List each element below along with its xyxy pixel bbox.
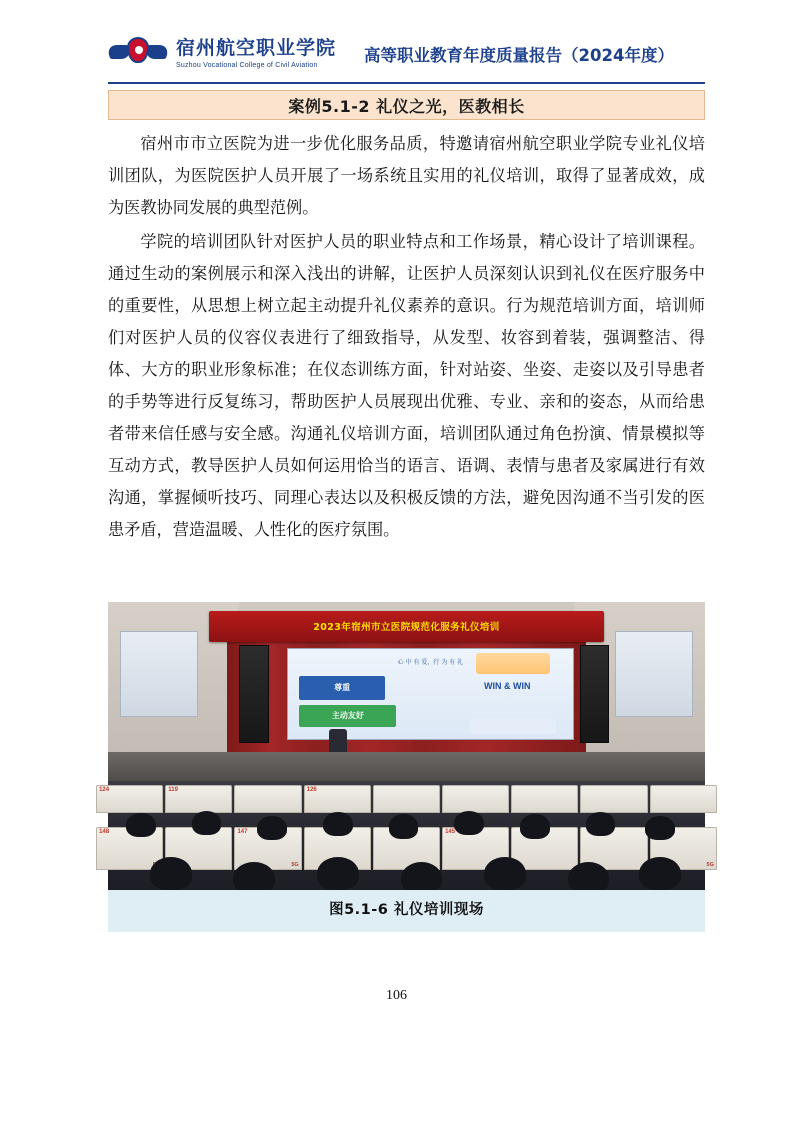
screen-win-label: WIN & WIN [483,681,531,692]
audience-head [126,813,156,837]
audience-head [645,816,675,840]
seat [511,785,578,813]
college-logo [108,33,336,75]
audience-head [639,857,681,890]
screen-top-line: 心 中 有 爱，行 为 有 礼 [397,659,464,667]
screen-illustration [476,653,550,675]
seat [96,785,163,813]
seat-tag: 5G [291,862,299,869]
figure-block [99,602,714,890]
body-content [108,128,705,548]
case-title: 案例5.1-2 礼仪之光，医教相长 [288,96,525,116]
photo-audience-area [99,781,714,890]
audience-head [389,814,419,838]
training-photo [99,602,714,890]
seat [580,785,647,813]
audience-head [586,812,616,836]
seat-number: 145 [445,828,456,835]
paragraph-1: 宿州市市立医院为进一步优化服务品质，特邀请宿州航空职业学院专业礼仪培训团队，为医院医护人员开展了一场系统且实用的礼仪培训，取得了显著成效，成为医教协同发展的典型范例。 [108,134,705,217]
wings-emblem-icon [108,33,168,75]
seat [650,785,717,813]
photo-speaker-left [239,645,269,743]
photo-right-wall-panel [615,631,693,717]
header-divider [108,82,705,84]
audience-head [520,814,550,838]
seat [442,785,509,813]
audience-head [454,811,484,835]
seat-number: 147 [237,828,248,835]
paragraph-2: 学院的培训团队针对医护人员的职业特点和工作场景，精心设计了培训课程。通过生动的案例展示和深入浅出的讲解，让医护人员深刻认识到礼仪在医疗服务中的重要性，从思想上树立起主动提升礼仪素养的意识。行为规范培训方面，培训师们对医护人员的仪容仪表进行了细致指导，从发型、妆容到着装，强调整洁、得体、大方的职业形象标准；在仪态训练方面，针对站姿、坐姿、走姿以及引导患者的手势等进行反复练习，帮助医护人员展现出优雅、专业、亲和的姿态，从而给患者带来信任感与安全感。沟通礼仪培训方面，培训团队通过角色扮演、情景模拟等互动方式，教导医护人员如何运用恰当的语言、语调、表情与患者及家属进行有效沟通，掌握倾听技巧、同理心表达以及积极反馈的方法，避免因沟通不当引发的医患矛盾，营造温暖、人性化的医疗氛围。 [108,232,705,539]
page-number: 106 [386,988,407,1003]
seat [373,785,440,813]
seat [234,785,301,813]
seat-number: 124 [99,786,110,793]
audience-head [150,857,192,890]
audience-head [323,812,353,836]
seat-number: 126 [306,786,317,793]
logo-title-cn: 宿州航空职业学院 [176,37,337,60]
report-title: 高等职业教育年度质量报告（2024年度） [364,46,674,65]
photo-speaker-right [580,645,610,743]
seat-row-back [96,785,717,813]
figure-caption: 图5.1-6 礼仪培训现场 [329,902,484,918]
logo-title-en: Suzhou Vocational College of Civil Aviation [176,62,318,70]
photo-banner-text: 2023年宿州市立医院规范化服务礼仪培训 [313,622,500,634]
seat [304,785,371,813]
seat-number: 119 [168,786,178,793]
logo-text-block [176,38,336,70]
audience-head [192,811,222,835]
page-header [108,28,705,80]
audience-head [257,816,287,840]
seat [165,785,232,813]
photo-presenter [329,729,347,755]
photo-left-wall-panel [120,631,198,717]
case-title-bar [108,90,705,120]
screen-footer-box [470,719,555,733]
audience-head [317,857,359,890]
photo-projection-screen [287,648,574,740]
audience-head [484,857,526,890]
screen-green-label: 主动友好 [299,705,396,727]
seat-number: 148 [99,828,110,835]
photo-banner [209,611,603,643]
screen-blue-label: 尊重 [299,676,384,699]
seat-tag: 5G [706,862,714,869]
